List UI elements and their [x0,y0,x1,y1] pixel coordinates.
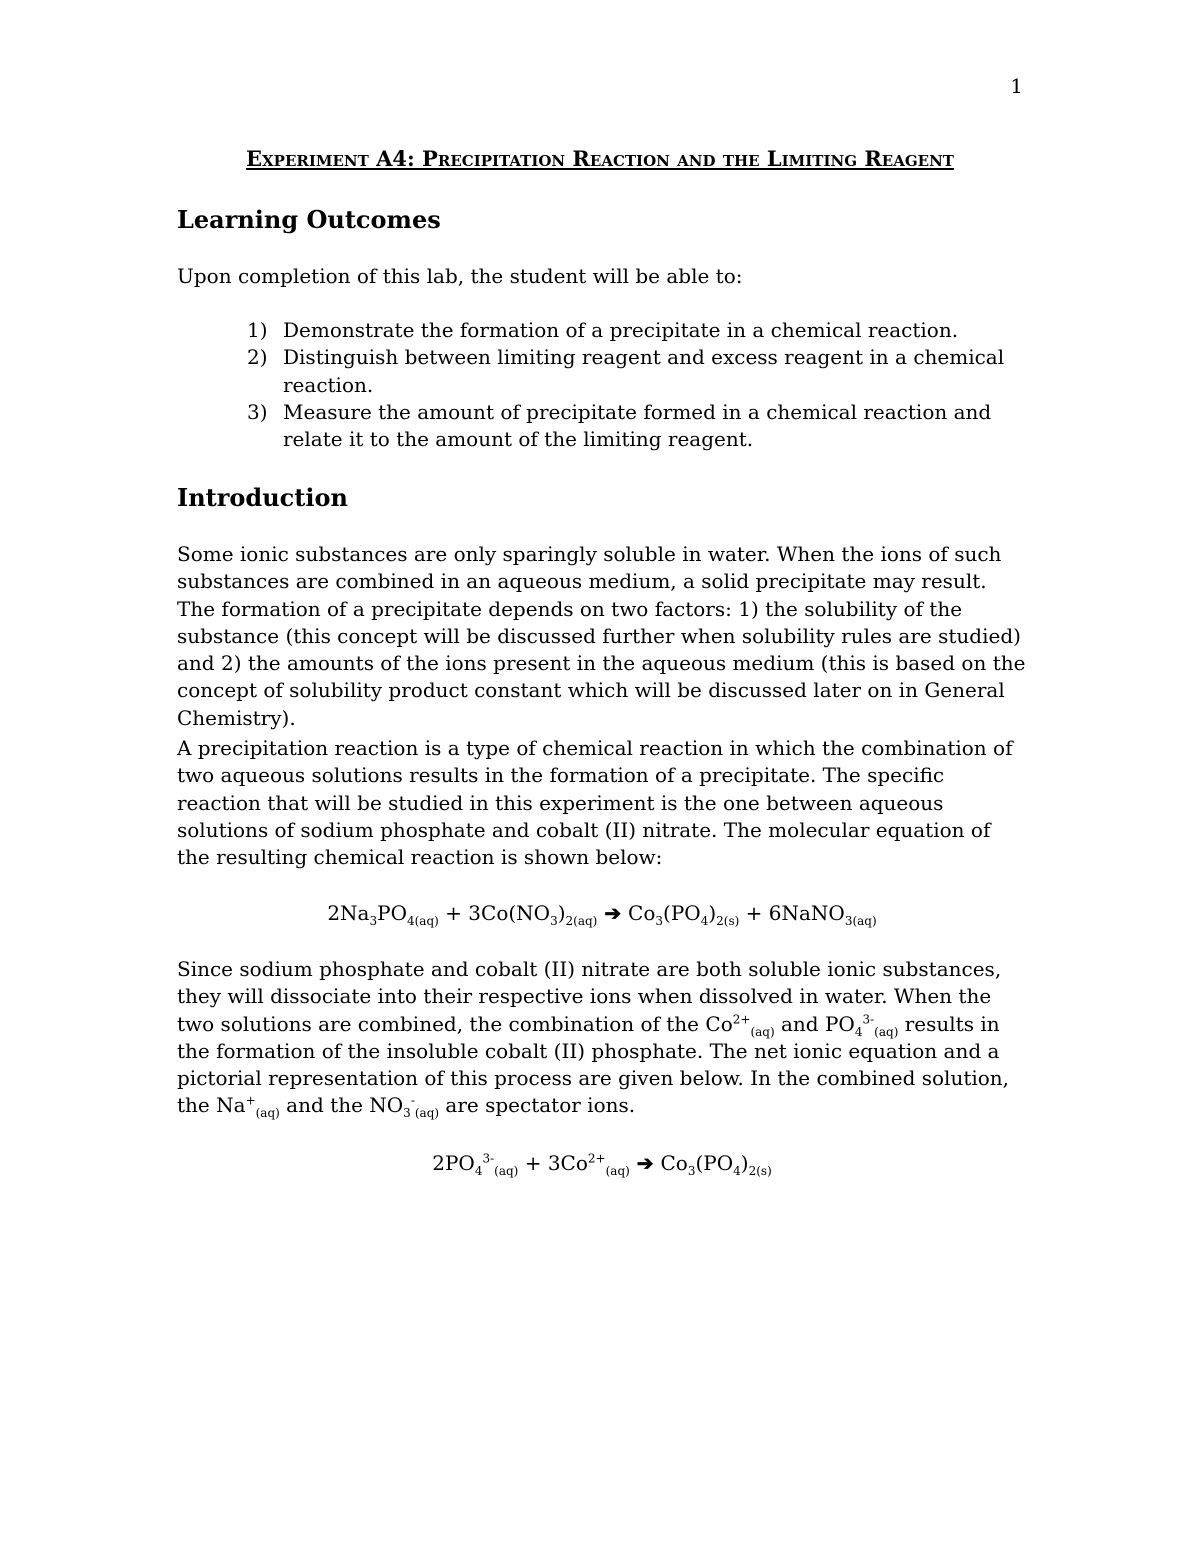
eq-sub: 4(aq) [406,914,439,928]
eq-sup: 2+ [587,1151,606,1166]
introduction-heading: Introduction [177,483,348,512]
list-item [177,344,1027,399]
eq-text: ) [708,901,717,925]
list-item-text: Measure the amount of precipitate formed in a chemical reaction and relate it to the amount of the limiting reagent. [283,399,992,452]
eq-text: (PO [695,1151,734,1175]
list-item-number: 1) [247,318,268,342]
nitrate-ion [369,1093,440,1121]
ion-base: NO [369,1093,404,1118]
ion-state: (aq) [874,1024,899,1039]
eq-sub: 4 [733,1164,741,1178]
introduction-paragraph-1: Some ionic substances are only sparingly soluble in water. When the ions of such substances are combined in an aqueous medium, a solid precipitate may result. The formation of a precipitate depends on two factors: 1) the solubility of the substance (this concept will be discussed further when solubility rules are studied) and 2) the amounts of the ions present in the aqueous medium (this is based on the concept of solubility product constant which will be discussed later on in General Chemistry). [177,542,1026,730]
list-item-number: 3) [247,399,268,424]
eq-text: (PO [663,901,701,925]
ion-base: Na [216,1093,246,1118]
learning-outcomes-heading: Learning Outcomes [177,205,441,234]
eq-sub: 3(aq) [844,914,877,928]
eq-sub: 3 [550,914,558,928]
list-item-number: 2) [247,345,268,370]
introduction-paragraph-2: A precipitation reaction is a type of chemical reaction in which the combination of two aqueous solutions results in the formation of a precipitate. The specific reaction that will be studied in this experiment is the one between aqueous solutions of sodium phosphate and cobalt (II) nitrate. The molecular equation of the resulting chemical reaction is shown below: [177,736,1013,870]
eq-sub: 2(s) [716,914,740,928]
eq-text: ) [557,901,566,925]
learning-outcomes-section [177,205,1027,235]
molecular-equation [177,900,1027,927]
ion-sub: 3 [403,1106,411,1121]
list-item [177,399,1027,454]
eq-text: + 3Co [518,1151,588,1175]
page-number: 1 [1010,74,1023,98]
ion-state: (aq) [255,1106,280,1121]
eq-sub: 4 [700,914,709,928]
document-title: Experiment A4: Precipitation Reaction and the Limiting Reagent [246,146,954,171]
learning-outcomes-intro-block [177,263,1027,290]
eq-sub: 2(aq) [565,914,598,928]
eq-sub: 3 [369,914,378,928]
net-ionic-equation [177,1150,1027,1177]
eq-sub: 3 [687,1164,696,1178]
eq-sub: 2(s) [748,1164,772,1178]
ion-sub: 4 [854,1024,863,1039]
eq-sup: 3- [482,1151,495,1166]
eq-sub: (aq) [605,1164,630,1178]
introduction-paragraph-3-block [177,956,1027,1120]
list-item [177,317,1027,344]
cobalt-ion [705,1011,775,1039]
ion-base: Co [705,1011,733,1036]
introduction-section [177,483,1027,513]
ion-state: (aq) [414,1106,440,1121]
eq-text: + 6NaNO [739,901,845,925]
eq-text: Co [628,901,656,925]
eq-text: ) [740,1151,749,1175]
eq-text: Co [660,1151,688,1175]
paragraph-text: results in the formation of the insoluble cobalt (II) phosphate. The net ionic equation and a pictorial representation of this process are given below. In the combined solution, the [177,1011,1010,1118]
reaction-arrow-icon: ➔ [597,901,629,925]
ion-charge: 3- [862,1011,875,1026]
reaction-arrow-icon: ➔ [629,1151,661,1175]
paragraph-text: and [774,1011,825,1036]
paragraph-text: Since sodium phosphate and cobalt (II) nitrate are both soluble ionic substances, they will dissociate into their respective ions when dissolved in water. When the two solutions are combined, the combination of the [177,957,1002,1036]
ion-state: (aq) [750,1024,775,1039]
ion-base: PO [824,1011,855,1036]
sodium-ion [216,1093,280,1121]
learning-outcomes-intro: Upon completion of this lab, the student will be able to: [177,264,743,288]
phosphate-ion [824,1011,899,1039]
ion-charge: - [410,1093,415,1108]
ion-charge: + [245,1093,256,1108]
eq-text: PO [377,901,407,925]
learning-outcomes-list-block [177,317,1027,453]
learning-outcomes-list [177,317,1027,453]
paragraph-text: and the [279,1093,370,1118]
introduction-paragraph-3 [177,956,1027,1120]
list-item-text: Demonstrate the formation of a precipitate in a chemical reaction. [283,318,959,342]
eq-sub: 4 [474,1164,483,1178]
paragraph-text: are spectator ions. [439,1093,636,1118]
introduction-paragraph-2-block [177,735,1027,871]
eq-sub: (aq) [494,1164,519,1178]
eq-text: + 3Co(NO [438,901,551,925]
eq-text: 2PO [432,1151,475,1175]
eq-sub: 3 [655,914,664,928]
ion-charge: 2+ [732,1011,751,1026]
introduction-paragraph-1-block [177,541,1027,732]
eq-text: 2Na [327,901,370,925]
list-item-text: Distinguish between limiting reagent and excess reagent in a chemical reaction. [283,345,1005,397]
